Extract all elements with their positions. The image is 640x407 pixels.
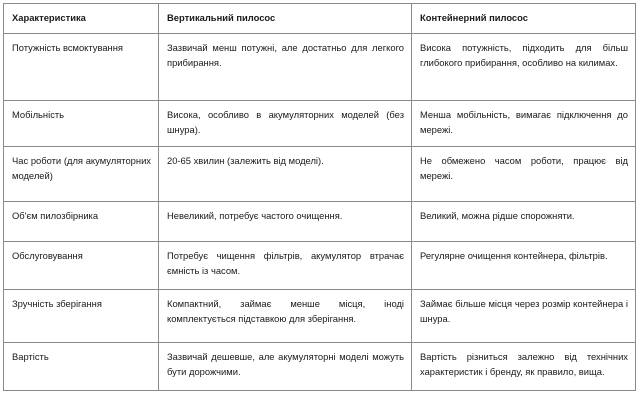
cell-characteristic: Потужність всмоктування xyxy=(4,34,159,101)
header-characteristic: Характеристика xyxy=(4,4,159,34)
table-row xyxy=(4,34,636,101)
cell-vertical: Зазвичай менш потужні, але достатньо для легкого прибирання. xyxy=(159,34,412,101)
cell-vertical: Потребує чищення фільтрів, акумулятор втрачає ємність із часом. xyxy=(159,242,412,290)
cell-characteristic: Об'єм пилозбірника xyxy=(4,202,159,242)
table-row xyxy=(4,343,636,391)
cell-characteristic: Мобільність xyxy=(4,101,159,147)
table-row xyxy=(4,202,636,242)
cell-characteristic: Час роботи (для акумуляторних моделей) xyxy=(4,147,159,202)
header-vertical-vacuum: Вертикальний пилосос xyxy=(159,4,412,34)
cell-container: Великий, можна рідше спорожняти. xyxy=(412,202,636,242)
cell-vertical: Невеликий, потребує частого очищення. xyxy=(159,202,412,242)
cell-container: Вартість різниться залежно від технічних характеристик і бренду, як правило, вища. xyxy=(412,343,636,391)
cell-vertical: Висока, особливо в акумуляторних моделей (без шнура). xyxy=(159,101,412,147)
cell-container: Займає більше місця через розмір контейнера і шнура. xyxy=(412,290,636,343)
cell-container: Висока потужність, підходить для більш глибокого прибирання, особливо на килимах. xyxy=(412,34,636,101)
cell-characteristic: Вартість xyxy=(4,343,159,391)
cell-vertical: 20-65 хвилин (залежить від моделі). xyxy=(159,147,412,202)
table-row xyxy=(4,290,636,343)
cell-container: Не обмежено часом роботи, працює від мережі. xyxy=(412,147,636,202)
header-row xyxy=(4,4,636,34)
comparison-table xyxy=(3,3,636,391)
cell-characteristic: Обслуговування xyxy=(4,242,159,290)
comparison-table-container xyxy=(3,3,635,391)
cell-characteristic: Зручність зберігання xyxy=(4,290,159,343)
table-row xyxy=(4,101,636,147)
cell-vertical: Компактний, займає менше місця, іноді комплектується підставкою для зберігання. xyxy=(159,290,412,343)
table-row xyxy=(4,242,636,290)
header-container-vacuum: Контейнерний пилосос xyxy=(412,4,636,34)
table-row xyxy=(4,147,636,202)
cell-vertical: Зазвичай дешевше, але акумуляторні моделі можуть бути дорожчими. xyxy=(159,343,412,391)
cell-container: Регулярне очищення контейнера, фільтрів. xyxy=(412,242,636,290)
cell-container: Менша мобільність, вимагає підключення до мережі. xyxy=(412,101,636,147)
